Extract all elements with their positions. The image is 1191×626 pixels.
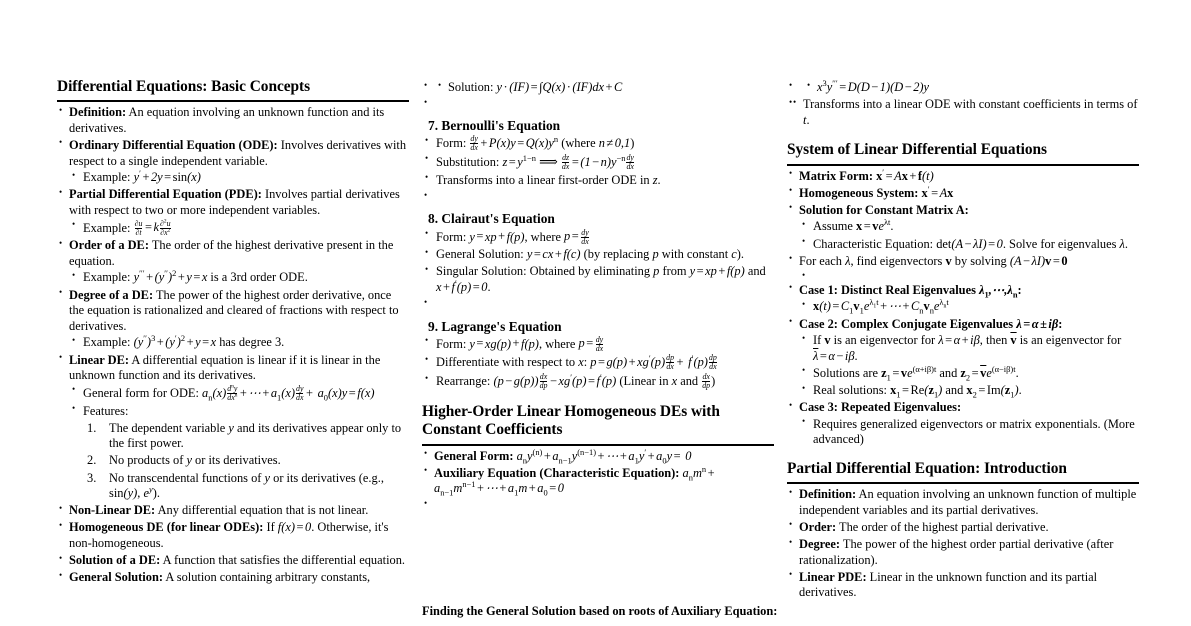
math-bernoulli-substitution: $z = y^{1-n}$	[502, 152, 536, 169]
section-pde-introduction	[787, 460, 1139, 601]
list-item: • Features: The dependent variable y and its derivatives appear only to the first power. No products of y or its derivatives. No transcendental functions of y or its derivatives (e.g., sin(y), $e^y$).	[69, 404, 409, 502]
term-case-3: Case 3: Repeated Eigenvalues:	[799, 400, 962, 415]
list-item	[57, 238, 409, 286]
list-item: • Requires generalized eigenvectors or matrix exponentials. (More advanced)	[799, 417, 1139, 448]
term-text: A solution containing arbitrary constants,	[162, 570, 371, 585]
list-item: • Singular Solution: Obtained by eliminating p from y = xp + f(p) and x + f′(p) = 0.	[422, 264, 774, 295]
list-item	[57, 353, 409, 502]
section-system-linear-de	[787, 141, 1139, 448]
subsection-bernoulli	[422, 118, 774, 202]
list-item	[57, 138, 409, 186]
list-item: No transcendental functions of y or its derivatives (e.g., sin(y), $e^y$).	[109, 470, 384, 501]
degree-sublist	[69, 335, 409, 351]
term-solution-constant-matrix: Solution for Constant Matrix A:	[799, 202, 969, 217]
list-item: • Homogeneous DE (for linear ODEs): If f(x) = 0. Otherwise, it's non-homogeneous.	[57, 520, 409, 551]
subsection-heading-lagrange: 9. Lagrange's Equation	[428, 318, 562, 334]
pde-sublist	[69, 217, 409, 237]
term-text: A differential equation is linear if it is linear in the unknown function and its derivatives.	[69, 352, 381, 383]
list-item: • Solutions are $z_1 = ve^{(\alpha+i\beta)t}$ and $z_2 = \overline{v}e^{(\alpha-i\beta)t}$.	[799, 366, 1139, 382]
section-heading-higher-order-linear	[422, 403, 774, 445]
term-text: Any differential equation that is not linear.	[155, 503, 369, 518]
math-pde-example: $\frac{\partial u}{\partial t}$ = k $\frac{\partial^2u}{\partial x^2}$	[134, 217, 171, 237]
math-homogeneous-system: x′ = Ax	[921, 183, 954, 200]
section-heading-basic-concepts: Differential Equations: Basic Concepts	[57, 78, 409, 102]
term-text: Linear in the unknown function and its partial derivatives.	[799, 569, 1098, 600]
column-2	[422, 78, 774, 511]
bernoulli-list	[422, 135, 774, 188]
list-item: • Example: $(y'')^3 + (y')^2 + y = x$ has degree 3.	[69, 335, 409, 351]
math-order-example: $y''' + (y'')^2 + y = x$	[133, 268, 208, 285]
lagrange-list	[422, 336, 774, 391]
term-pde-degree: Degree:	[799, 537, 841, 552]
eigenvector-trailing-sublist	[799, 270, 1139, 281]
section-basic-concepts	[57, 78, 409, 586]
list-item: • Transforms into a linear first-order ODE in z.	[422, 173, 774, 189]
list-item	[787, 183, 1139, 202]
math-bernoulli-form: $\frac{dy}{dx}$ + $P(x)y = Q(x)y^n$	[470, 133, 559, 153]
list-item: • Substitution: $z = y^{1-n}$ ⟹ $\frac{dz}{dx}$ = $(1 - n)y^{-n}$ $\frac{dy}{dx}$	[422, 154, 774, 171]
list-item: The dependent variable y and its derivatives appear only to the first power.	[109, 420, 402, 451]
basic-concepts-list	[57, 105, 409, 586]
heading-line-1: Higher-Order Linear Homogeneous DEs with	[422, 403, 720, 421]
term-text: A function that satisfies the differential equation.	[160, 553, 406, 568]
list-item: • Characteristic Equation: det(A − λI) = 0. Solve for eigenvalues λ.	[799, 237, 1139, 253]
term-degree: Degree of a DE:	[69, 287, 154, 302]
term-order: Order of a DE:	[69, 238, 149, 253]
list-item: • Rearrange: (p − g(p)) $\frac{dx}{dp}$ − xg′(p) = f′(p) (Linear in x and $\frac{dx}{dp}$ )	[422, 373, 774, 390]
list-item: • Example: $\frac{\partial u}{\partial t}$ = k $\frac{\partial^2u}{\partial x^2}$	[69, 220, 409, 237]
higher-order-list	[422, 446, 774, 511]
math-ode-example: y′ + 2y = sin(x)	[133, 168, 201, 185]
list-item: • For each λ, find eigenvectors v by solving (A − λI)v = 0 •	[787, 254, 1139, 282]
list-item: • Example: $y''' + (y'')^2 + y = x$ is a 3rd order ODE.	[69, 270, 409, 286]
math-clairaut-form: y = xp + f(p)	[469, 229, 525, 244]
term-homogeneous-system: Homogeneous System:	[799, 185, 919, 200]
order-sublist	[69, 270, 409, 286]
list-item: • • Solution: y · (IF) = ∫Q(x) · (IF)dx + C	[422, 80, 774, 96]
pde-intro-list	[787, 487, 1139, 601]
math-auxiliary-equation: $a_nm^n$ +	[682, 463, 715, 483]
linear-features-list	[83, 421, 409, 502]
list-item: • General form for ODE: $a_n(x)$ $\frac{d^ny}{dx^n}$ + ⋯ + $a_1(x)$ $\frac{dy}{dx}$ + $a_0(x)y = f(x)$	[69, 385, 409, 402]
case1-sublist	[799, 299, 1139, 315]
subsection-clairaut	[422, 211, 774, 309]
math-case2-z2: $z_2 = \overline{v}e^{(\alpha-i\beta)t}$	[960, 363, 1016, 383]
list-item	[57, 187, 409, 236]
term-text: Involves partial derivatives with respect to two or more independent variables.	[69, 187, 400, 217]
list-item: • Form: $\frac{dy}{dx}$ + $P(x)y = Q(x)y^n$ (where n ≠ 0,1)	[422, 135, 774, 152]
linear-de-sublist	[69, 385, 409, 502]
column2-top-list	[422, 80, 774, 109]
empty-bullet	[422, 97, 774, 109]
term-text: Involves derivatives with respect to a single independent variable.	[69, 137, 407, 168]
term-non-linear-de: Non-Linear DE:	[69, 503, 156, 518]
list-item	[787, 317, 1139, 399]
list-item: • General Form: $a_ny^{(n)} + a_{n-1}y^{(n-1)}$ + ⋯ + $a_1y' + a_0y = 0$	[422, 449, 774, 465]
list-item	[787, 166, 1139, 185]
term-text: The power of the highest order partial derivative (after rationalization).	[799, 537, 1114, 567]
term-general-form: General Form:	[434, 448, 514, 463]
list-item: • General Solution: y = cx + f(c) (by replacing p with constant c).	[422, 247, 774, 263]
clairaut-trailing-list	[422, 298, 774, 310]
column3-top-list	[787, 77, 1139, 128]
term-ode: Ordinary Differential Equation (ODE):	[69, 137, 278, 152]
subsection-heading-bernoulli: 7. Bernoulli's Equation	[428, 118, 561, 134]
clairaut-list	[422, 229, 774, 296]
term-text: An equation involving an unknown function and its derivatives.	[69, 105, 385, 135]
case3-sublist	[799, 417, 1139, 448]
math-linear-general-form: $a_n(x)$ $\frac{d^ny}{dx^n}$ + ⋯ + $a_1(x)$ $\frac{dy}{dx}$ +	[202, 383, 313, 403]
list-item: • • $x^3y''' = D(D - 1)(D - 2)y$	[787, 80, 1139, 96]
term-text: The order of the highest derivative present in the equation.	[69, 238, 394, 268]
heading-line-2: Constant Coefficients	[422, 421, 563, 439]
term-pde-order: Order:	[799, 519, 837, 534]
solution-constant-matrix-sublist	[799, 219, 1139, 252]
term-text: The order of the highest partial derivative.	[836, 519, 1049, 534]
math-assume-x: $x = ve^{\lambda t}$	[856, 217, 891, 234]
section-heading-system-linear-de: System of Linear Differential Equations	[787, 141, 1139, 165]
column-1	[57, 78, 409, 587]
bernoulli-trailing-list	[422, 190, 774, 202]
term-text: The power of the highest order derivative, once the equation is rationalized and cleared of fractions with respect to derivatives.	[69, 287, 399, 333]
list-item: • • Transforms into a linear ODE with constant coefficients in terms of t.	[787, 97, 1139, 128]
math-matrix-form: x′ = Ax + f(t)	[876, 166, 934, 183]
empty-bullet	[422, 298, 774, 310]
empty-bullet	[422, 498, 774, 510]
term-solution-of-de: Solution of a DE:	[69, 553, 161, 568]
math-case2-z1: $z_1 = ve^{(\alpha+i\beta)t}$	[881, 363, 937, 383]
list-item: • Example: y′ + 2y = sin(x)	[69, 170, 409, 186]
math-lagrange-form: y = xg(p) + f(p)	[469, 336, 539, 351]
list-item: • Auxiliary Equation (Characteristic Equation): $a_nm^n + a_{n-1}m^{n-1}$ + ⋯ + $a_1m + a_0 = 0$	[422, 466, 774, 497]
term-text: An equation involving an unknown function of multiple independent variables and its partial derivatives.	[799, 487, 1137, 517]
list-item: • Differentiate with respect to x: p = g(p) + xg′(p) $\frac{dp}{dx}$ + f′(p) $\frac{dp}{dx}$	[422, 354, 774, 371]
list-item	[57, 553, 409, 569]
term-homogeneous-de: Homogeneous DE (for linear ODEs):	[69, 520, 264, 535]
term-case-2: Case 2: Complex Conjugate Eigenvalues λ = α ± iβ:	[799, 316, 1063, 331]
list-item	[787, 283, 1139, 315]
list-item	[787, 570, 1139, 601]
list-item: • Form: y = xg(p) + f(p), where p = $\frac{dy}{dx}$	[422, 336, 774, 353]
math-higher-order-general-form: $a_ny^{(n)} + a_{n-1}y^{(n-1)}$ + ⋯ + $a_1y' + a_0y$ =	[516, 446, 681, 466]
section-higher-order-linear	[422, 403, 774, 510]
empty-bullet	[799, 270, 1139, 281]
list-item: No products of y or its derivatives.	[109, 453, 281, 468]
case2-sublist	[799, 333, 1139, 399]
math-degree-example: $(y'')^3 + (y')^2 + y = x$	[133, 333, 217, 350]
math-eigenvector-equation: (A − λI)v = 0	[1009, 253, 1068, 268]
system-linear-list	[787, 166, 1139, 449]
list-item	[57, 105, 409, 136]
section-heading-pde-introduction: Partial Differential Equation: Introduction	[787, 460, 1139, 484]
list-item	[799, 299, 1139, 315]
term-linear-de: Linear DE:	[69, 352, 130, 367]
term-linear-pde: Linear PDE:	[799, 569, 867, 584]
math-cauchy-euler-operator: $x^3y''' = D(D - 1)(D - 2)y$	[817, 77, 930, 94]
list-item: • Assume $x = ve^{\lambda t}$.	[799, 219, 1139, 235]
subsection-lagrange	[422, 319, 774, 391]
term-pde-definition: Definition:	[799, 487, 857, 502]
column-3	[787, 78, 1139, 603]
term-matrix-form: Matrix Form:	[799, 168, 873, 183]
list-item	[57, 570, 409, 586]
list-item	[57, 288, 409, 352]
math-integrating-factor-solution: y · (IF) = ∫Q(x) · (IF)dx + C	[496, 80, 623, 94]
math-clairaut-general: y = cx + f(c)	[526, 247, 581, 262]
list-item	[787, 537, 1139, 568]
subsection-heading-clairaut: 8. Clairaut's Equation	[428, 211, 555, 227]
term-pde: Partial Differential Equation (PDE):	[69, 187, 262, 202]
math-lagrange-rearrange: (p − g(p)) $\frac{dx}{dp}$ − xg′(p) = f′(p)	[493, 371, 617, 391]
list-item: • Form: y = xp + f(p), where p = $\frac{dy}{dx}$	[422, 229, 774, 246]
math-case2-real: $x_1 = Re(z_1)$	[890, 383, 943, 400]
list-item: • If v is an eigenvector for λ = α + iβ, then $\overline{v}$ is an eigenvector for $\overline{\lambda} = \alpha - i\beta$.	[799, 333, 1139, 364]
list-item	[787, 400, 1139, 448]
math-lagrange-differentiate: p = g(p) + xg′(p) $\frac{dp}{dx}$ +	[590, 352, 684, 372]
list-item	[787, 203, 1139, 252]
ode-sublist	[69, 170, 409, 186]
term-general-solution: General Solution:	[69, 570, 163, 585]
math-characteristic-equation: det(A − λI) = 0	[936, 236, 1003, 251]
list-item	[57, 503, 409, 519]
list-item	[787, 487, 1139, 518]
list-item: • Real solutions: $x_1 = Re(z_1)$ and $x_2 = Im(z_1)$.	[799, 383, 1139, 399]
overflow-heading-finding-general-solution: Finding the General Solution based on roots of Auxiliary Equation:	[422, 604, 778, 618]
list-item	[787, 520, 1139, 536]
term-case-1: Case 1: Distinct Real Eigenvalues $\lambda_1,\cdots,\lambda_n$:	[799, 282, 1022, 300]
math-clairaut-singular: y = xp + f(p)	[689, 264, 745, 279]
term-auxiliary-equation: Auxiliary Equation (Characteristic Equation):	[434, 465, 680, 480]
term-definition: Definition:	[69, 105, 127, 120]
math-case1-solution: $x(t) = C_1v_1e^{\lambda_1t}$ + ⋯ + $C_nv_ne^{\lambda_nt}$	[813, 297, 949, 316]
empty-bullet	[422, 190, 774, 202]
